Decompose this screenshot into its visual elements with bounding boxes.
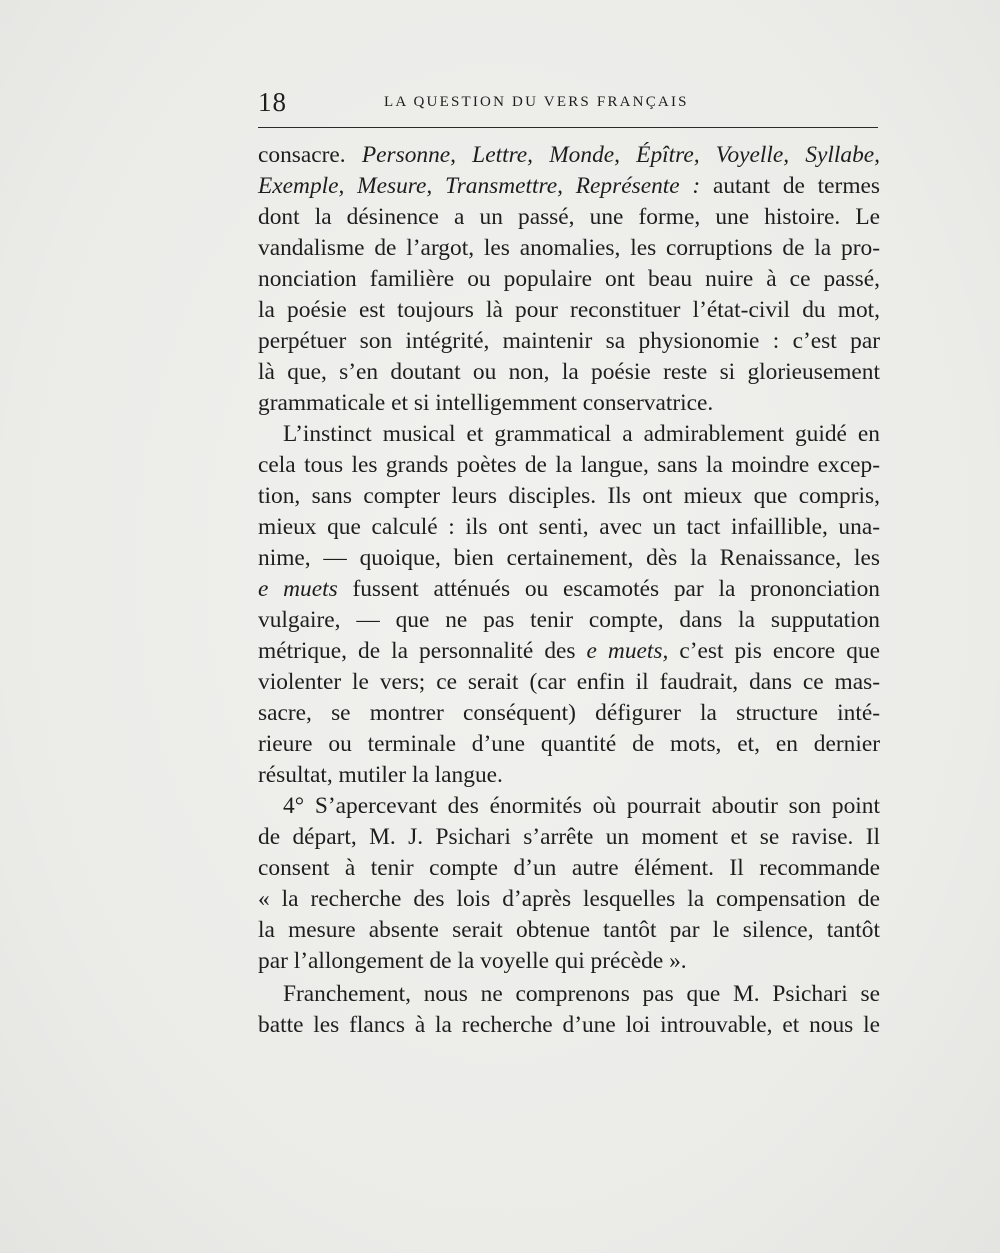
text-line: là que, s’en doutant ou non, la poésie reste si glorieusement — [258, 359, 880, 385]
text-line: L’instinct musical et grammatical a admirablement guidé en — [283, 421, 880, 447]
text-line: la poésie est toujours là pour reconstituer l’état-civil du mot, — [258, 297, 880, 323]
text-line: métrique, de la personnalité des e muets, c’est pis encore que — [258, 638, 880, 664]
text-line: vulgaire, — que ne pas tenir compte, dans la supputation — [258, 607, 880, 633]
text-line: nonciation familière ou populaire ont beau nuire à ce passé, — [258, 266, 880, 292]
text-line: batte les flancs à la recherche d’une loi introuvable, et nous le — [258, 1012, 880, 1038]
text-line: grammaticale et si intelligemment conservatrice. — [258, 390, 714, 416]
text-line: rieure ou terminale d’une quantité de mots, et, en dernier — [258, 731, 880, 757]
text-line: consacre. Personne, Lettre, Monde, Épître, Voyelle, Syllabe, — [258, 142, 880, 168]
text-line: violenter le vers; ce serait (car enfin il faudrait, dans ce mas- — [258, 669, 880, 695]
text-line: résultat, mutiler la langue. — [258, 762, 503, 788]
text-line: de départ, M. J. Psichari s’arrête un moment et se ravise. Il — [258, 824, 880, 850]
running-title: LA QUESTION DU VERS FRANÇAIS — [384, 94, 689, 110]
text-line: 4° S’apercevant des énormités où pourrait aboutir son point — [283, 793, 880, 819]
text-line: tion, sans compter leurs disciples. Ils ont mieux que compris, — [258, 483, 880, 509]
text-line: « la recherche des lois d’après lesquelles la compensation de — [258, 886, 880, 912]
text-line: Exemple, Mesure, Transmettre, Représente : autant de termes — [258, 173, 880, 199]
text-line: cela tous les grands poètes de la langue, sans la moindre excep- — [258, 452, 880, 478]
text-line: Franchement, nous ne comprenons pas que M. Psichari se — [283, 981, 880, 1007]
page-number: 18 — [258, 87, 287, 117]
text-line: par l’allongement de la voyelle qui précède ». — [258, 948, 687, 974]
text-line: dont la désinence a un passé, une forme, une histoire. Le — [258, 204, 880, 230]
text-line: la mesure absente serait obtenue tantôt par le silence, tantôt — [258, 917, 880, 943]
text-line: mieux que calculé : ils ont senti, avec un tact infaillible, una- — [258, 514, 880, 540]
text-line: consent à tenir compte d’un autre élément. Il recommande — [258, 855, 880, 881]
text-line: sacre, se montrer conséquent) défigurer la structure inté- — [258, 700, 880, 726]
body-text — [258, 140, 880, 1041]
text-line: perpétuer son intégrité, maintenir sa physionomie : c’est par — [258, 328, 880, 354]
text-line: vandalisme de l’argot, les anomalies, les corruptions de la pro- — [258, 235, 880, 261]
page-header — [258, 84, 878, 124]
text-line: e muets fussent atténués ou escamotés par la prononciation — [258, 576, 880, 602]
header-rule — [258, 127, 878, 128]
text-line: nime, — quoique, bien certainement, dès la Renaissance, les — [258, 545, 880, 571]
